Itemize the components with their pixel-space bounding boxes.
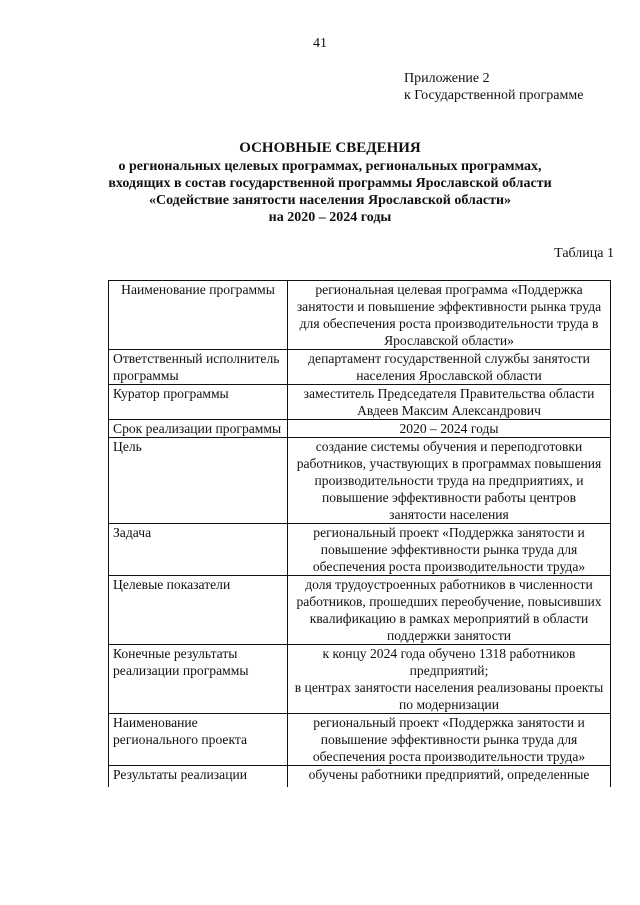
title-line-3: входящих в состав государственной программы Ярославской области bbox=[108, 176, 552, 191]
row-label: Куратор программы bbox=[109, 385, 288, 420]
appendix-line-2: к Государственной программе bbox=[404, 88, 584, 103]
row-value-cell bbox=[288, 645, 611, 714]
table-label: Таблица 1 bbox=[554, 246, 614, 261]
row-value: к концу 2024 года обучено 1318 работников предприятий; bbox=[322, 646, 576, 678]
row-value: 2020 – 2024 годы bbox=[288, 420, 611, 438]
page-number: 41 bbox=[313, 36, 327, 51]
row-value: департамент государственной службы занятости населения Ярославской области bbox=[288, 350, 611, 385]
title-line-4: «Содействие занятости населения Ярославской области» bbox=[148, 193, 512, 208]
row-value: обучены работники предприятий, определенные bbox=[288, 766, 611, 788]
table-row bbox=[109, 645, 611, 714]
row-value: создание системы обучения и переподготовки работников, участвующих в программах повышения производительности труда на предприятиях, и повышение эффективности работы центров занятости населения bbox=[288, 438, 611, 524]
appendix-line-1: Приложение 2 bbox=[404, 71, 490, 86]
row-value-continued: в центрах занятости населения реализованы проекты по модернизации bbox=[294, 680, 604, 712]
table-row bbox=[109, 438, 611, 524]
row-label: Целевые показатели bbox=[109, 576, 288, 645]
info-table bbox=[108, 280, 611, 787]
row-label: Наименование программы bbox=[109, 281, 288, 350]
row-value: заместитель Председателя Правительства области Авдеев Максим Александрович bbox=[288, 385, 611, 420]
title-line-2: о региональных целевых программах, региональных программах, bbox=[118, 159, 542, 174]
row-label: Срок реализации программы bbox=[109, 420, 288, 438]
row-value: доля трудоустроенных работников в численности работников, прошедших переобучение, повысивших квалификацию в рамках мероприятий в области поддержки занятости bbox=[288, 576, 611, 645]
row-label: Конечные результаты реализации программы bbox=[109, 645, 288, 714]
row-value: региональный проект «Поддержка занятости и повышение эффективности рынка труда для обеспечения роста производительности труда» bbox=[288, 524, 611, 576]
table-row bbox=[109, 524, 611, 576]
row-label: Результаты реализации bbox=[109, 766, 288, 788]
appendix-note bbox=[404, 70, 583, 104]
table-row bbox=[109, 281, 611, 350]
row-label: Задача bbox=[109, 524, 288, 576]
title-line-1: ОСНОВНЫЕ СВЕДЕНИЯ bbox=[239, 140, 421, 156]
table-row bbox=[109, 420, 611, 438]
row-value: региональная целевая программа «Поддержка занятости и повышение эффективности рынка труда для обеспечения роста производительности труда в Ярославской области» bbox=[288, 281, 611, 350]
row-value: региональный проект «Поддержка занятости и повышение эффективности рынка труда для обеспечения роста производительности труда» bbox=[288, 714, 611, 766]
row-label: Наименование регионального проекта bbox=[109, 714, 288, 766]
title-line-5: на 2020 – 2024 годы bbox=[268, 210, 392, 225]
table-row bbox=[109, 714, 611, 766]
row-label: Цель bbox=[109, 438, 288, 524]
table-row bbox=[109, 766, 611, 788]
table-row bbox=[109, 576, 611, 645]
table-row bbox=[109, 350, 611, 385]
table-row bbox=[109, 385, 611, 420]
document-title bbox=[60, 140, 600, 226]
row-label: Ответственный исполнитель программы bbox=[109, 350, 288, 385]
